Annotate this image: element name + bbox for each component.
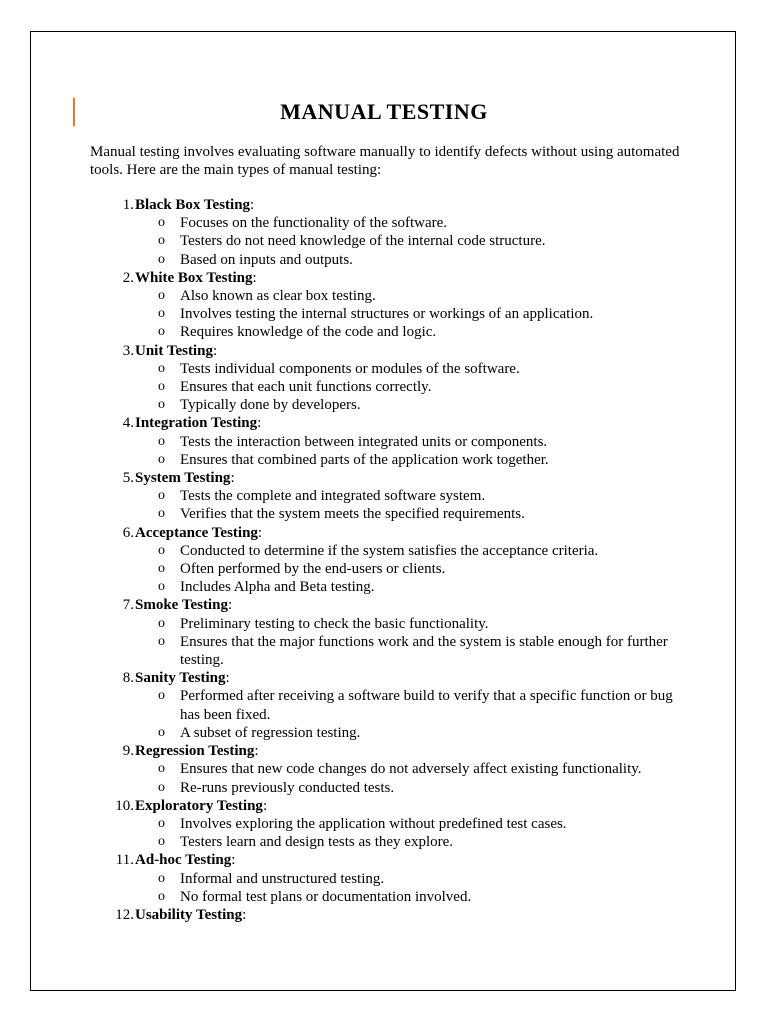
bullet-icon: o — [158, 688, 165, 704]
bullet-icon: o — [158, 397, 165, 413]
sub-list-text: Testers do not need knowledge of the internal code structure. — [180, 233, 546, 250]
sub-list — [90, 760, 690, 796]
list-item-colon: : — [254, 743, 259, 760]
sub-list — [90, 433, 690, 469]
bullet-icon: o — [158, 724, 165, 740]
list-item — [90, 469, 690, 524]
list-item-term: Usability Testing — [135, 906, 243, 923]
list-item-number: 5. — [122, 470, 134, 487]
sub-list-text: Tests the complete and integrated software system. — [180, 488, 486, 505]
sub-list-item — [90, 505, 690, 523]
list-item-term: Exploratory Testing — [135, 797, 263, 814]
bullet-icon: o — [158, 324, 165, 340]
bullet-icon: o — [158, 360, 165, 376]
sub-list-text: Ensures that each unit functions correctly. — [180, 379, 432, 396]
sub-list-item — [90, 360, 690, 378]
sub-list-text: Verifies that the system meets the specified requirements. — [180, 506, 525, 523]
list-item-label — [135, 342, 217, 360]
list-item-heading — [90, 851, 690, 869]
sub-list-item — [90, 323, 690, 341]
list-item-label — [135, 196, 254, 214]
list-item-term: White Box Testing — [135, 269, 253, 286]
list-item-label — [135, 906, 246, 924]
list-item-heading — [90, 269, 690, 287]
list-item-heading — [90, 669, 690, 687]
list-item — [90, 797, 690, 852]
list-item-colon: : — [212, 342, 218, 359]
list-item-heading — [90, 196, 690, 214]
bullet-icon: o — [158, 379, 165, 395]
sub-list-item — [90, 305, 690, 323]
list-item-term: System Testing — [135, 470, 231, 487]
list-item-term: Integration Testing — [135, 415, 258, 432]
bullet-icon: o — [158, 633, 165, 649]
list-item-term: Black Box Testing — [135, 197, 251, 213]
list-item-colon: : — [242, 906, 247, 923]
sub-list-item — [90, 451, 690, 469]
sub-list-item — [90, 815, 690, 833]
sub-list-text: Preliminary testing to check the basic functionality. — [180, 615, 489, 632]
sub-list-text: Testers learn and design tests as they explore. — [180, 834, 454, 851]
intro-paragraph: Manual testing involves evaluating software manually to identify defects without using automated tools. Here are the main types of manual testing: — [90, 144, 680, 178]
bullet-icon: o — [158, 815, 165, 831]
sub-list-text: No formal test plans or documentation involved. — [180, 888, 472, 905]
list-item-heading — [90, 524, 690, 542]
list-item-number: 2. — [122, 269, 134, 286]
sub-list-text: Also known as clear box testing. — [180, 288, 376, 305]
list-item-colon: : — [257, 524, 263, 541]
list-item — [90, 269, 690, 342]
list-item-number: 6. — [122, 524, 134, 541]
bullet-icon: o — [158, 488, 165, 504]
bullet-icon: o — [158, 306, 165, 322]
sub-list-item — [90, 487, 690, 505]
bullet-icon: o — [158, 579, 165, 595]
list-item-number: 1. — [122, 197, 134, 213]
sub-list — [90, 542, 690, 597]
list-item-colon: : — [252, 269, 257, 286]
sub-list-text: Ensures that the major functions work and the system is stable enough for further testing. — [180, 633, 668, 669]
sub-list-text: Includes Alpha and Beta testing. — [180, 579, 375, 596]
bullet-icon: o — [158, 451, 165, 467]
list-item-colon: : — [257, 415, 262, 432]
sub-list-text: Performed after receiving a software build to verify that a specific function or bug has been fixed. — [180, 688, 673, 723]
list-item — [90, 342, 690, 415]
sub-list — [90, 214, 690, 269]
list-item-label — [135, 851, 235, 869]
sub-list-item — [90, 396, 690, 414]
sub-list — [90, 487, 690, 523]
bullet-icon: o — [158, 761, 165, 777]
bullet-icon: o — [158, 506, 165, 522]
sub-list-item — [90, 615, 690, 633]
sub-list-text: Conducted to determine if the system satisfies the acceptance criteria. — [180, 542, 599, 559]
list-item-term: Unit Testing — [135, 342, 213, 359]
list-item-number: 7. — [122, 597, 134, 614]
list-item-label — [135, 469, 235, 487]
sub-list-item — [90, 687, 690, 723]
sub-list-item — [90, 287, 690, 305]
sub-list-item — [90, 870, 690, 888]
sub-list-text: Tests the interaction between integrated units or components. — [180, 433, 548, 450]
bullet-icon: o — [158, 433, 165, 449]
bullet-icon: o — [158, 615, 165, 631]
list-item-label — [135, 269, 257, 287]
sub-list — [90, 815, 690, 851]
sub-list-item — [90, 560, 690, 578]
list-item — [90, 196, 690, 269]
list-item — [90, 524, 690, 597]
sub-list-text: Tests individual components or modules of the software. — [180, 360, 520, 377]
list-item-number: 9. — [122, 743, 134, 760]
bullet-icon: o — [158, 870, 165, 886]
sub-list — [90, 360, 690, 415]
sub-list-text: Ensures that combined parts of the application work together. — [180, 451, 549, 468]
sub-list — [90, 687, 690, 742]
sub-list — [90, 287, 690, 342]
list-item-heading — [90, 797, 690, 815]
sub-list-item — [90, 433, 690, 451]
sub-list-text: Often performed by the end-users or clients. — [180, 561, 446, 578]
sub-list-item — [90, 251, 690, 269]
list-item-heading — [90, 596, 690, 614]
list-item-number: 3. — [122, 342, 134, 359]
bullet-icon: o — [158, 834, 165, 850]
list-item-colon: : — [230, 470, 235, 487]
list-item — [90, 742, 690, 797]
sub-list — [90, 615, 690, 670]
list-item-heading — [90, 469, 690, 487]
sub-list-item — [90, 888, 690, 906]
list-item-label — [135, 596, 232, 614]
list-item-term: Acceptance Testing — [135, 524, 258, 541]
sub-list-item — [90, 833, 690, 851]
list-item-colon: : — [225, 670, 230, 687]
list-item-term: Ad-hoc Testing — [135, 852, 232, 869]
sub-list-item — [90, 633, 690, 669]
bullet-icon: o — [158, 215, 165, 231]
sub-list-text: Typically done by developers. — [180, 397, 361, 414]
list-item-number: 12. — [115, 906, 134, 923]
sub-list-item — [90, 232, 690, 250]
list-item-heading — [90, 414, 690, 432]
list-item-colon: : — [250, 197, 255, 213]
sub-list-text: A subset of regression testing. — [180, 724, 361, 741]
sub-list-item — [90, 214, 690, 232]
list-item-term: Regression Testing — [135, 743, 255, 760]
list-item-heading — [90, 742, 690, 760]
bullet-icon: o — [158, 779, 165, 795]
list-item — [90, 414, 690, 469]
bullet-icon: o — [158, 233, 165, 249]
sub-list-item — [90, 542, 690, 560]
list-item-colon: : — [231, 852, 236, 869]
list-item — [90, 669, 690, 742]
list-item-number: 4. — [122, 415, 134, 432]
list-item-label — [135, 414, 261, 432]
bullet-icon: o — [158, 288, 165, 304]
sub-list-text: Focuses on the functionality of the software. — [180, 215, 448, 232]
sub-list-item — [90, 779, 690, 797]
bullet-icon: o — [158, 542, 165, 558]
bullet-icon: o — [158, 561, 165, 577]
list-item-term: Smoke Testing — [135, 597, 228, 614]
list-item-heading — [90, 906, 690, 924]
list-item-label — [135, 742, 259, 760]
sub-list — [90, 870, 690, 906]
bullet-icon: o — [158, 888, 165, 904]
sub-list-item — [90, 760, 690, 778]
sub-list-text: Ensures that new code changes do not adversely affect existing functionality. — [180, 761, 642, 778]
list-item-number: 8. — [122, 670, 134, 687]
sub-list-item — [90, 578, 690, 596]
list-item — [90, 906, 690, 924]
list-item-colon: : — [262, 797, 268, 814]
testing-types-list — [90, 196, 690, 924]
list-item — [90, 851, 690, 906]
list-item — [90, 596, 690, 669]
sub-list-item — [90, 724, 690, 742]
sub-list-text: Involves testing the internal structures or workings of an application. — [180, 306, 594, 323]
sub-list-text: Based on inputs and outputs. — [180, 251, 353, 268]
list-item-heading — [90, 342, 690, 360]
sub-list-item — [90, 378, 690, 396]
sub-list-text: Involves exploring the application without predefined test cases. — [180, 815, 567, 832]
list-item-label — [135, 669, 230, 687]
sub-list-text: Re-runs previously conducted tests. — [180, 779, 395, 796]
list-item-label — [135, 797, 267, 815]
list-item-label — [135, 524, 262, 542]
list-item-number: 11. — [115, 852, 134, 869]
list-item-number: 10. — [115, 797, 134, 814]
sub-list-text: Requires knowledge of the code and logic. — [180, 324, 437, 341]
list-item-term: Sanity Testing — [135, 670, 226, 687]
document-title: MANUAL TESTING — [280, 99, 488, 124]
list-item-colon: : — [227, 597, 233, 614]
sub-list-text: Informal and unstructured testing. — [180, 870, 385, 887]
bullet-icon: o — [158, 251, 165, 267]
